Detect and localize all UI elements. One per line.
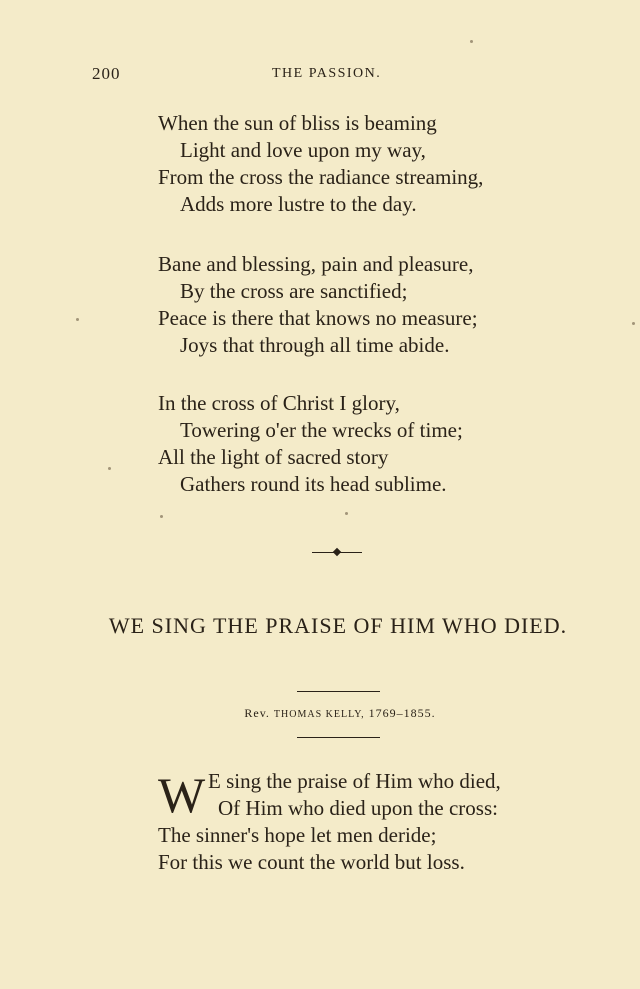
paper-speck	[345, 512, 348, 515]
poem-line: Light and love upon my way,	[180, 138, 426, 162]
poem-line: Gathers round its head sublime.	[180, 472, 447, 496]
author-dates: 1769–1855.	[368, 706, 436, 720]
author-prefix: Rev.	[244, 706, 270, 720]
paper-speck	[160, 515, 163, 518]
hymn-line: The sinner's hope let men deride;	[158, 823, 437, 847]
poem-line: Adds more lustre to the day.	[180, 192, 417, 216]
poem-line: Bane and blessing, pain and pleasure,	[158, 252, 474, 276]
poem-line: Joys that through all time abide.	[180, 333, 450, 357]
poem-line: Peace is there that knows no measure;	[158, 306, 478, 330]
poem-line: In the cross of Christ I glory,	[158, 391, 400, 415]
paper-speck	[108, 467, 111, 470]
stanza-1	[158, 110, 578, 218]
poem-line: All the light of sacred story	[158, 445, 389, 469]
stanza-2	[158, 251, 578, 359]
hymn-line: Of Him who died upon the cross:	[218, 796, 498, 820]
running-head: THE PASSION.	[272, 66, 382, 81]
ornament-rule-right	[340, 552, 362, 553]
poem-line: From the cross the radiance streaming,	[158, 165, 484, 189]
ornament-rule-left	[312, 552, 334, 553]
hymn-title: WE SING THE PRAISE OF HIM WHO DIED.	[108, 613, 568, 638]
paper-speck	[470, 40, 473, 43]
section-ornament	[312, 546, 362, 558]
hymn-stanza-1	[158, 768, 578, 876]
page-number: 200	[92, 64, 121, 83]
paper-speck	[632, 322, 635, 325]
poem-line: By the cross are sanctified;	[180, 279, 408, 303]
poem-line: When the sun of bliss is beaming	[158, 111, 437, 135]
drop-cap: W	[158, 767, 206, 823]
divider-bottom	[297, 737, 380, 738]
author-name: THOMAS KELLY,	[273, 709, 365, 720]
poem-line: Towering o'er the wrecks of time;	[180, 418, 463, 442]
divider-top	[297, 691, 380, 692]
hymn-author	[190, 706, 490, 721]
stanza-3	[158, 390, 578, 498]
paper-speck	[76, 318, 79, 321]
hymn-line: E sing the praise of Him who died,	[208, 769, 501, 793]
hymn-line: For this we count the world but loss.	[158, 850, 465, 874]
